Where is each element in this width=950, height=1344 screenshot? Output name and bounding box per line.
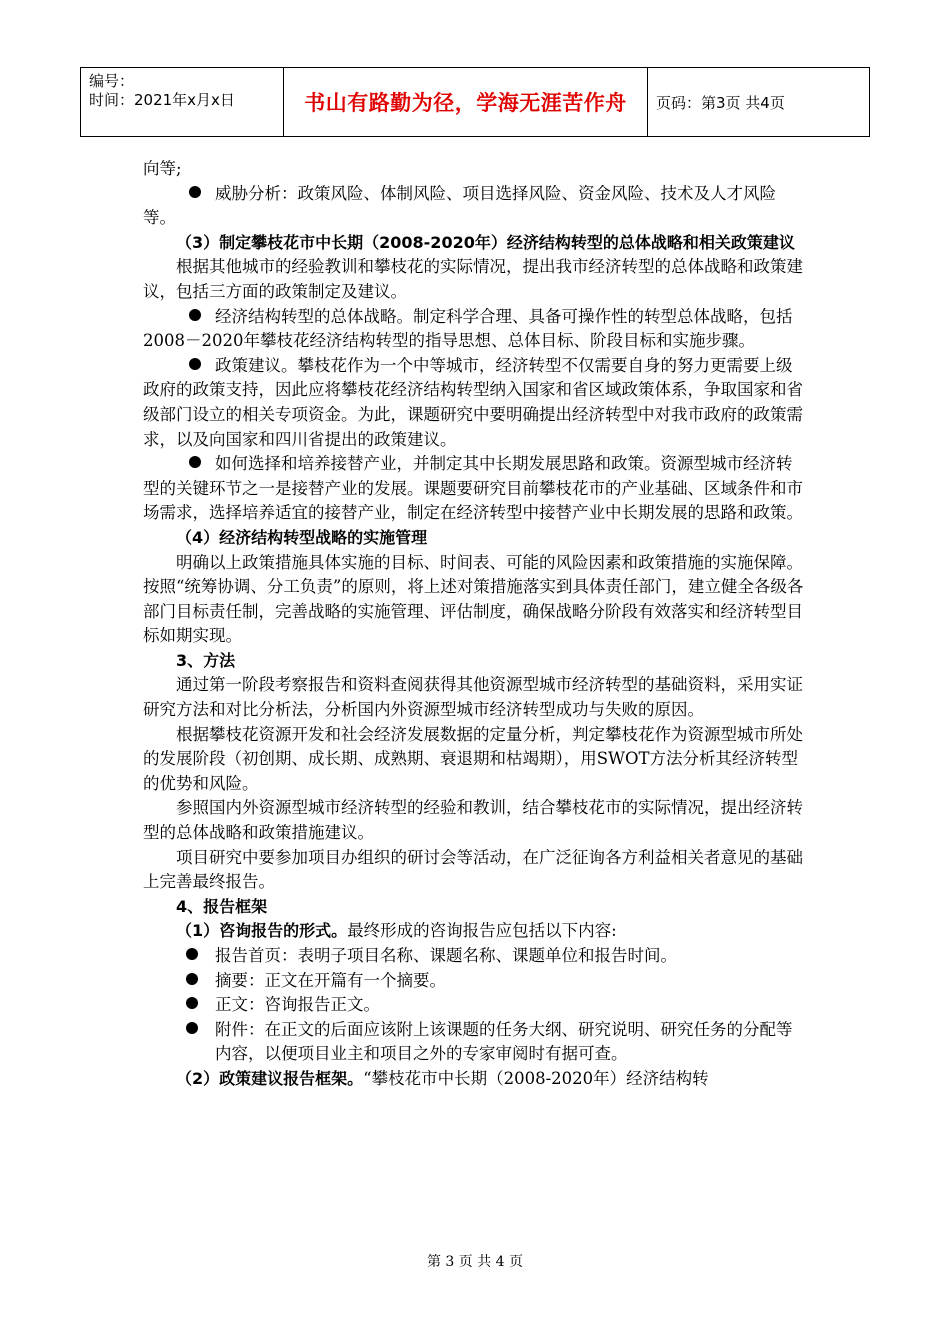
page-header [80, 67, 870, 137]
bullet-icon [186, 997, 198, 1009]
paragraph: 根据其他城市的经验教训和攀枝花的实际情况，提出我市经济转型的总体战略和政策建议，包括三方面的政策制定及建议。 [143, 257, 803, 301]
paragraph: 根据攀枝花资源开发和社会经济发展数据的定量分析，判定攀枝花作为资源型城市所处的发展阶段（初创期、成长期、成熟期、衰退期和枯竭期），用SWOT方法分析其经济转型的优势和风险。 [143, 724, 803, 793]
bullet-paragraph [143, 452, 808, 526]
doc-time: 时间：2021年x月x日 [89, 91, 235, 109]
list-item [143, 944, 808, 969]
bullet-text: 经济结构转型的总体战略。制定科学合理、具备可操作性的转型总体战略，包括2008－2020年攀枝花经济结构转型的指导思想、总体目标、阶段目标和实施步骤。 [143, 306, 793, 351]
subsection-heading [143, 1067, 808, 1092]
bullet-icon [189, 456, 201, 468]
bullet-icon [186, 973, 198, 985]
bullet-icon [189, 309, 201, 321]
section-heading: 3、方法 [176, 650, 236, 670]
list-item-text: 附件：在正文的后面应该附上该课题的任务大纲、研究说明、研究任务的分配等内容，以便项目业主和项目之外的专家审阅时有据可查。 [215, 1019, 793, 1064]
bullet-text: 威胁分析：政策风险、体制风险、项目选择风险、资金风险、技术及人才风险等。 [143, 183, 776, 228]
paragraph: 通过第一阶段考察报告和资料查阅获得其他资源型城市经济转型的基础资料，采用实证研究方法和对比分析法，分析国内外资源型城市经济转型成功与失败的原因。 [143, 675, 803, 720]
bullet-icon [186, 948, 198, 960]
list-item [143, 969, 808, 994]
bullet-icon [186, 1022, 198, 1034]
paragraph: 项目研究中要参加项目办组织的研讨会等活动，在广泛征询各方利益相关者意见的基础上完善最终报告。 [143, 847, 803, 892]
section-heading: （4）经济结构转型战略的实施管理 [176, 527, 428, 547]
section-heading: （3）制定攀枝花市中长期（2008-2020年）经济结构转型的总体战略和相关政策建议 [176, 232, 795, 252]
header-page-number: 页码：第3页 共4页 [656, 93, 785, 112]
paragraph: 向等; [143, 159, 182, 178]
subsection-title: （2）政策建议报告框架。 [176, 1068, 364, 1088]
list-item-text: 报告首页：表明子项目名称、课题名称、课题单位和报告时间。 [215, 946, 677, 965]
header-motto: 书山有路勤为径，学海无涯苦作舟 [284, 68, 648, 136]
doc-number: 编号： [89, 72, 135, 90]
list-item [143, 1018, 808, 1067]
list-item-text: 摘要：正文在开篇有一个摘要。 [215, 970, 446, 990]
section-heading: 4、报告框架 [176, 896, 268, 916]
subsection-title: （1）咨询报告的形式。 [176, 921, 348, 941]
paragraph: 明确以上政策措施具体实施的目标、时间表、可能的风险因素和政策措施的实施保障。按照“统筹协调、分工负责”的原则，将上述对策措施落实到具体责任部门，建立健全各级各部门目标责任制，完善战略的实施管理、评估制度，确保战略分阶段有效落实和经济转型目标如期实现。 [143, 552, 804, 646]
subsection-text: 最终形成的咨询报告应包括以下内容: [347, 921, 617, 941]
bullet-text: 如何选择和培养接替产业，并制定其中长期发展思路和政策。资源型城市经济转型的关键环节之一是接替产业的发展。课题要研究目前攀枝花市的产业基础、区域条件和市场需求，选择培养适宜的接替产业，制定在经济转型中接替产业中长期发展的思路和政策。 [143, 454, 803, 523]
subsection-heading [143, 919, 808, 944]
list-item-text: 正文：咨询报告正文。 [215, 995, 380, 1015]
bullet-paragraph [143, 305, 808, 354]
bullet-paragraph [143, 354, 808, 452]
header-meta [81, 68, 284, 136]
list-item [143, 993, 808, 1018]
subsection-text: “攀枝花市中长期（2008-2020年）经济结构转 [363, 1068, 709, 1088]
bullet-icon [189, 358, 201, 370]
document-body [143, 157, 808, 1092]
bullet-text: 政策建议。攀枝花作为一个中等城市，经济转型不仅需要自身的努力更需要上级政府的政策支持，因此应将攀枝花经济结构转型纳入国家和省区域政策体系，争取国家和省级部门设立的相关专项资金。为此，课题研究中要明确提出经济转型中对我市政府的政策需求，以及向国家和四川省提出的政策建议。 [143, 355, 803, 449]
bullet-icon [189, 186, 201, 198]
page-footer: 第 3 页 共 4 页 [426, 1254, 524, 1270]
paragraph: 参照国内外资源型城市经济转型的经验和教训，结合攀枝花市的实际情况，提出经济转型的总体战略和政策措施建议。 [143, 798, 803, 843]
bullet-paragraph [143, 182, 808, 231]
